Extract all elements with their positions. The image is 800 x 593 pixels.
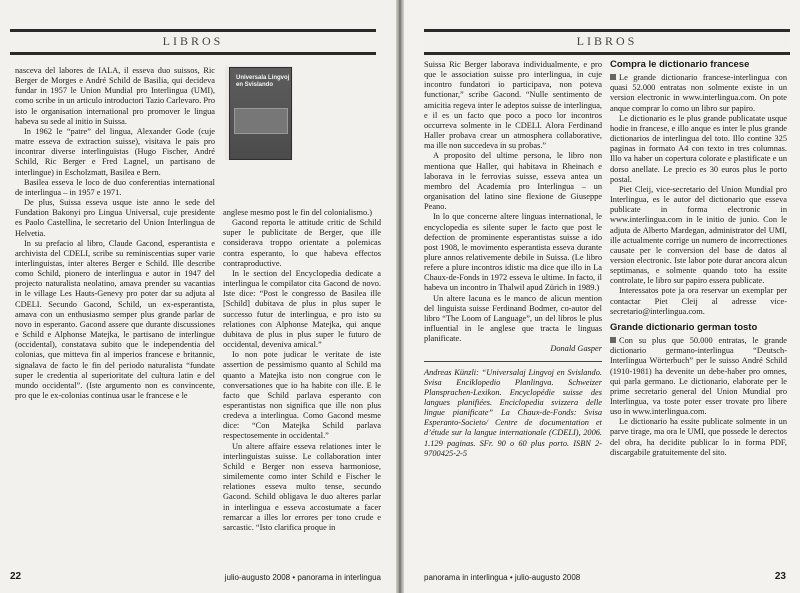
paragraph: Io non pote judicar le veritate de iste assertion de pessimismo quanto al Schild ma quanto a Matejka isto non congrue con le conversationes que io ha habite con ille. E le facto que Schild parlava esperanto con esperantistas non significa que ille non plus credeva a interlingua. Como Gacond mesme dice: “Con Matejka Schild parlava respectosemente in occidental.” — [223, 350, 381, 441]
page-number: 23 — [774, 571, 786, 582]
square-bullet-icon — [610, 74, 616, 80]
author-signature: Donald Gasper — [550, 344, 602, 354]
right-page — [404, 0, 800, 593]
page-number: 22 — [10, 571, 22, 582]
paragraph: Le grande dictionario francese-interlingua con quasi 52.000 entratas non solmente existe in un version electronic in www.interlingua.com. On pote anque comprar lo como un libro sur papiro. — [610, 73, 787, 113]
square-bullet-icon — [610, 337, 616, 343]
paragraph: anglese mesmo post le fin del colonialismo.) — [223, 208, 372, 217]
paragraph: Basilea esseva le loco de duo conferentias international de interlingua – in 1957 e 1971. — [15, 177, 215, 197]
book-cover-title: Universala Lingvoj en Svislando — [236, 75, 290, 88]
issue-label: julio-augusto 2008 • panorama in interlingua — [224, 573, 381, 582]
bibliography-box — [424, 361, 602, 459]
paragraph: In 1962 le “patre” del lingua, Alexander Gode (cuje matre esseva de extraction suisse), visitava le pais pro incontrar diverse interlinguistas (Hugo Fischer, André Schild, Ric Berger e Fred Lagnel, un partisano de interlingue) in Escholzmatt, Basilea e Bern. — [15, 126, 215, 177]
right-column-1 — [424, 60, 602, 572]
paragraph: In le section del Encyclopedia dedicate a interlingua le compilator cita Gacond de novo. Iste dice: “Post le congresso de Basilea ille [Schild] dubitava de plus in plus super le successo futur de interlingua, e pro isto su relationes con Alphonse Matejka, qui anque dubitava de plus in plus super le futuro de occidental, deveniva amical.” — [223, 268, 381, 350]
section-header-right: LIBROS — [424, 29, 790, 55]
issue-label: panorama in interlingua • julio-augusto 2008 — [424, 573, 581, 582]
paragraph: A proposito del ultime persona, le libro non mentiona que Haller, qui habitava in Rheinach e laborava in le ferrovias suisse, esseva antea un membro del Academia pro Interlingua – un organisation del latino sine flexione de Giuseppe Peano. — [424, 151, 602, 212]
left-column-1 — [15, 66, 215, 566]
footer-right — [404, 571, 800, 593]
paragraph: Con su plus que 50.000 entratas, le grande dictionario germano-interlingua “Deutsch-Interlingua Wörterbuch” per le suisso André Schild (1910-1981) ha devenite un debe-haber pro omnes, qui parla germano. Le dictionario, elaborate per le prime secretario general del Union Mundial pro Interlingua, va toste poter esser trovate pro libere uso in www.interlingua.com. — [610, 336, 787, 417]
bibliography-text: Andreas Künzli: “Universalaj Lingvoj en Svislando. Svisa Enciklopedio Planlingva. Schweizer Plansprachen-Lexikon. Encyclopédie suisse des langues planifiées. Enciclopedia svizzera delle lingue pianificate” La Chaux-de-Fonds: Svisa Esperanto-Societo/ Centre de documentation et d’étude sur la langue internationale (CDELI), 2006. 1.129 paginas. SFr. 90 o 60 plus porto. ISBN 2-9700425-2-5 — [424, 367, 602, 458]
headline-german-dictionary: Grande dictionario german tosto — [610, 321, 758, 333]
paragraph: Gacond reporta le attitude critic de Schild super le publicitate de Berger, que ille considerava troppo orientate a polemicas contra esperanto, lo que habeva effectos contraproductive. — [223, 218, 381, 268]
headline-french-dictionary: Compra le dictionario francese — [610, 59, 750, 70]
paragraph: Suissa Ric Berger laborava individualmente, e pro que le association suisse pro interlingua, in cuje incontro fundatori io participava, non poteva functionar,” scribe Gacond. “Nulle sentimento de amicitia regeva inter le adeptos suisse de interlingua, e il es un facto que poco a poco lor incontros occurreva solmente in le CDELI. Alora Ferdinand Haller probava crear un atmosphera collaborative, ma ille non succedeva in su probas.” — [424, 60, 602, 151]
paragraph: nasceva del labores de IALA, il esseva duo suissos, Ric Berger de Morges e André Schild de Basilia, qui decideva fundar in 1957 le Union Mundial pro Interlingua (UMI), como scribe in un articulo introductori Tazio Carlevaro. Pro isto le organisation international pro promover le lingua habeva su sede al initio in Suissa. — [15, 66, 215, 126]
section-header-left: LIBROS — [10, 29, 376, 55]
paragraph: Le dictionario ha essite publicate solmente in un parve tirage, ma ora le UMI, que possede le derectos del obra, ha decidite publicar lo in forma PDF, discargabile gratuitemente del sito. — [610, 417, 787, 457]
left-column-2 — [223, 208, 381, 580]
book-cover-image — [229, 67, 292, 160]
paragraph: De plus, Suissa esseva usque iste anno le sede del Fundation Bakonyi pro Lingua Universal, cuje presidente es Paolo Castellina, le secretario del Union Interlingua de Helvetia. — [15, 198, 215, 238]
paragraph: Un altere affaire esseva relationes inter le interlinguistas suisse. Le collaboration inter Schild e Berger non esseva harmoniose, similemente como inter Schild e Fischer le relationes esseva multo tense, secundo Gacond. Schild obligava le duo alteres parlar in interlingua e esseva accostumate a facer remarcar a illes lor errores per tono crude e sarcastic. “Isto clarifica proque in — [223, 441, 381, 532]
right-column-2 — [610, 60, 787, 575]
paragraph: In lo que concerne altere linguas international, le encyclopedia es silente super le facto que post le defection de prominente esperantistas suisse a ido post 1908, le movimento esperantista esseva durante plure annos relativemente debile in Suissa. (Le libro refere a plure incontros idistic ma dice que illo in La Chaux-de-Fonds in 1972 esseva le ultime. In facto, il habeva un incontro in Thalwil apud Zürich in 1989.) — [424, 212, 602, 293]
book-spine — [396, 0, 404, 593]
paragraph: Piet Cleij, vice-secretario del Union Mundial pro Interlingua, es le autor del dictionario que esseva publicate in forma electronic in www.interlingua.com in le initio de junio. Con le adjuta de Alberto Mardegan, administrator del UMI, ille actualmente corrige un numero de incorrectiones causate per le conversion del base de datos al version electronic. Iste labor pote durar ancora alcun septimanas, e solmente quando toto ha essite controlate, le libro sur papiro essera publicate. — [610, 184, 787, 286]
paragraph: Un altere lacuna es le manco de alicun mention del linguista suisse Ferdinand Bodmer, co-autor del libro “The Loom of Language”, un del libros le plus influential in le anglese que tracta le linguas planificate. — [424, 293, 602, 344]
cover-map-graphic — [234, 108, 288, 134]
paragraph: Le dictionario es le plus grande publicatate usque hodie in francese, e illo anque es inter le plus grande dictionarios de interlingua del toto. Illo contine 325 paginas in formato A4 con texto in tres columnas. Illo va haber un copertura colorate e plastificate e un dorso anellate. Le precio es 30 euros plus le porto postal. — [610, 113, 787, 184]
paragraph: In su prefacio al libro, Claude Gacond, esperantista e archivista del CDELI, scribe su reminiscentias super varie interlinguistas, inter alteres Berger e Schild. Ille describe como Schild, pionero de interlingua e autor in 1947 del projecto naturalista neolatino, amava prender su vacantias in le village Les Hauts-Genevy pro poter dar su adjuta al CDELI. Secundo Gacond, Schild, un ex-esperantista, amava con un enthusiasmo semper plus grande parlar de novo in esperanto. Gacond assere que durante discussiones e Schild e Alphonse Matejka, le partisano de interlingue (occidental), constatava subito que le independentia del colonias, que mitteva fin al imperios francese e britannic, signalava de facto le fin del periodo naturalista “fundate super le credentia al superioritate del cultura latin e del mundo occidental”. (Iste argumento non es convincente, pro que le ex-colonias continua usar le francese e le — [15, 238, 215, 400]
left-page — [0, 0, 396, 593]
footer-left — [0, 571, 396, 593]
paragraph: Interessatos pote ja ora reservar un exemplar per contactar Piet Cleij al adresse vice-secretario@interlingua.com. — [610, 286, 787, 316]
